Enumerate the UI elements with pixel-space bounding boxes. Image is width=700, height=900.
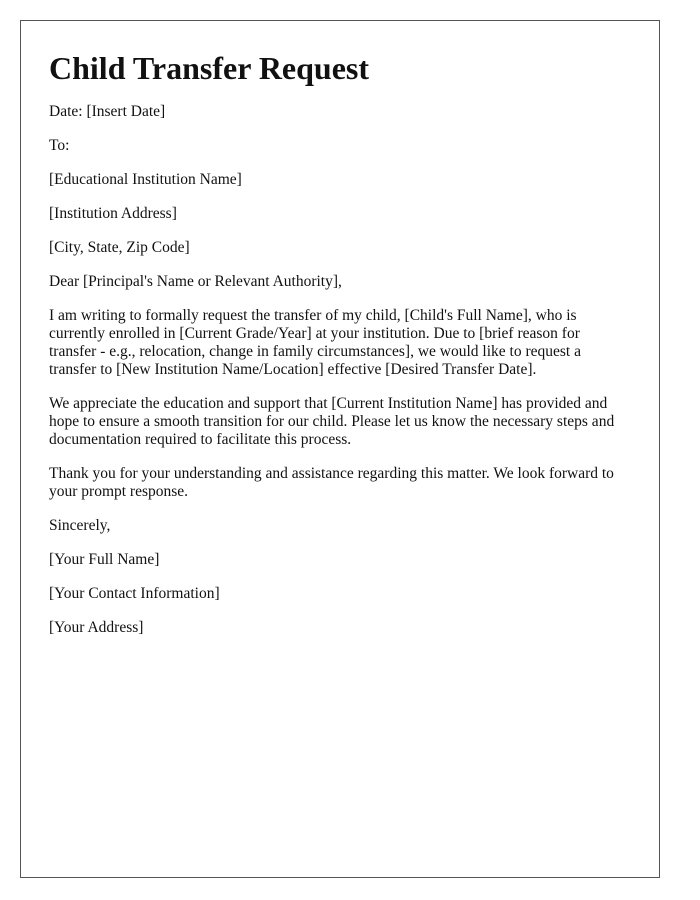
closing: Sincerely, xyxy=(49,517,111,534)
signature-contact-info: [Your Contact Information] xyxy=(49,585,220,602)
body-paragraph-2: We appreciate the education and support that [Current Institution Name] has provided and hope to ensure a smooth transition for our child. Please let us know the necessary steps and documentation required to facilitate this process. xyxy=(49,395,615,448)
signature-block xyxy=(49,551,631,637)
recipient-institution-address: [Institution Address] xyxy=(49,205,177,222)
signature-address: [Your Address] xyxy=(49,619,144,636)
letter-page xyxy=(20,20,660,878)
signature-full-name: [Your Full Name] xyxy=(49,551,160,568)
salutation: Dear [Principal's Name or Relevant Authority], xyxy=(49,273,342,290)
body-paragraph-3: Thank you for your understanding and assistance regarding this matter. We look forward to your prompt response. xyxy=(49,465,614,500)
letter-body xyxy=(49,307,631,501)
recipient-block xyxy=(49,171,631,257)
recipient-institution-name: [Educational Institution Name] xyxy=(49,171,242,188)
to-line: To: xyxy=(49,137,70,154)
document-title: Child Transfer Request xyxy=(49,50,370,86)
recipient-city-state-zip: [City, State, Zip Code] xyxy=(49,239,190,256)
date-line: Date: [Insert Date] xyxy=(49,103,166,120)
body-paragraph-1: I am writing to formally request the transfer of my child, [Child's Full Name], who is currently enrolled in [Current Grade/Year] at your institution. Due to [brief reason for transfer - e.g., relocation, change in family circumstances], we would like to request a transfer to [New Institution Name/Location] effective [Desired Transfer Date]. xyxy=(49,307,581,378)
